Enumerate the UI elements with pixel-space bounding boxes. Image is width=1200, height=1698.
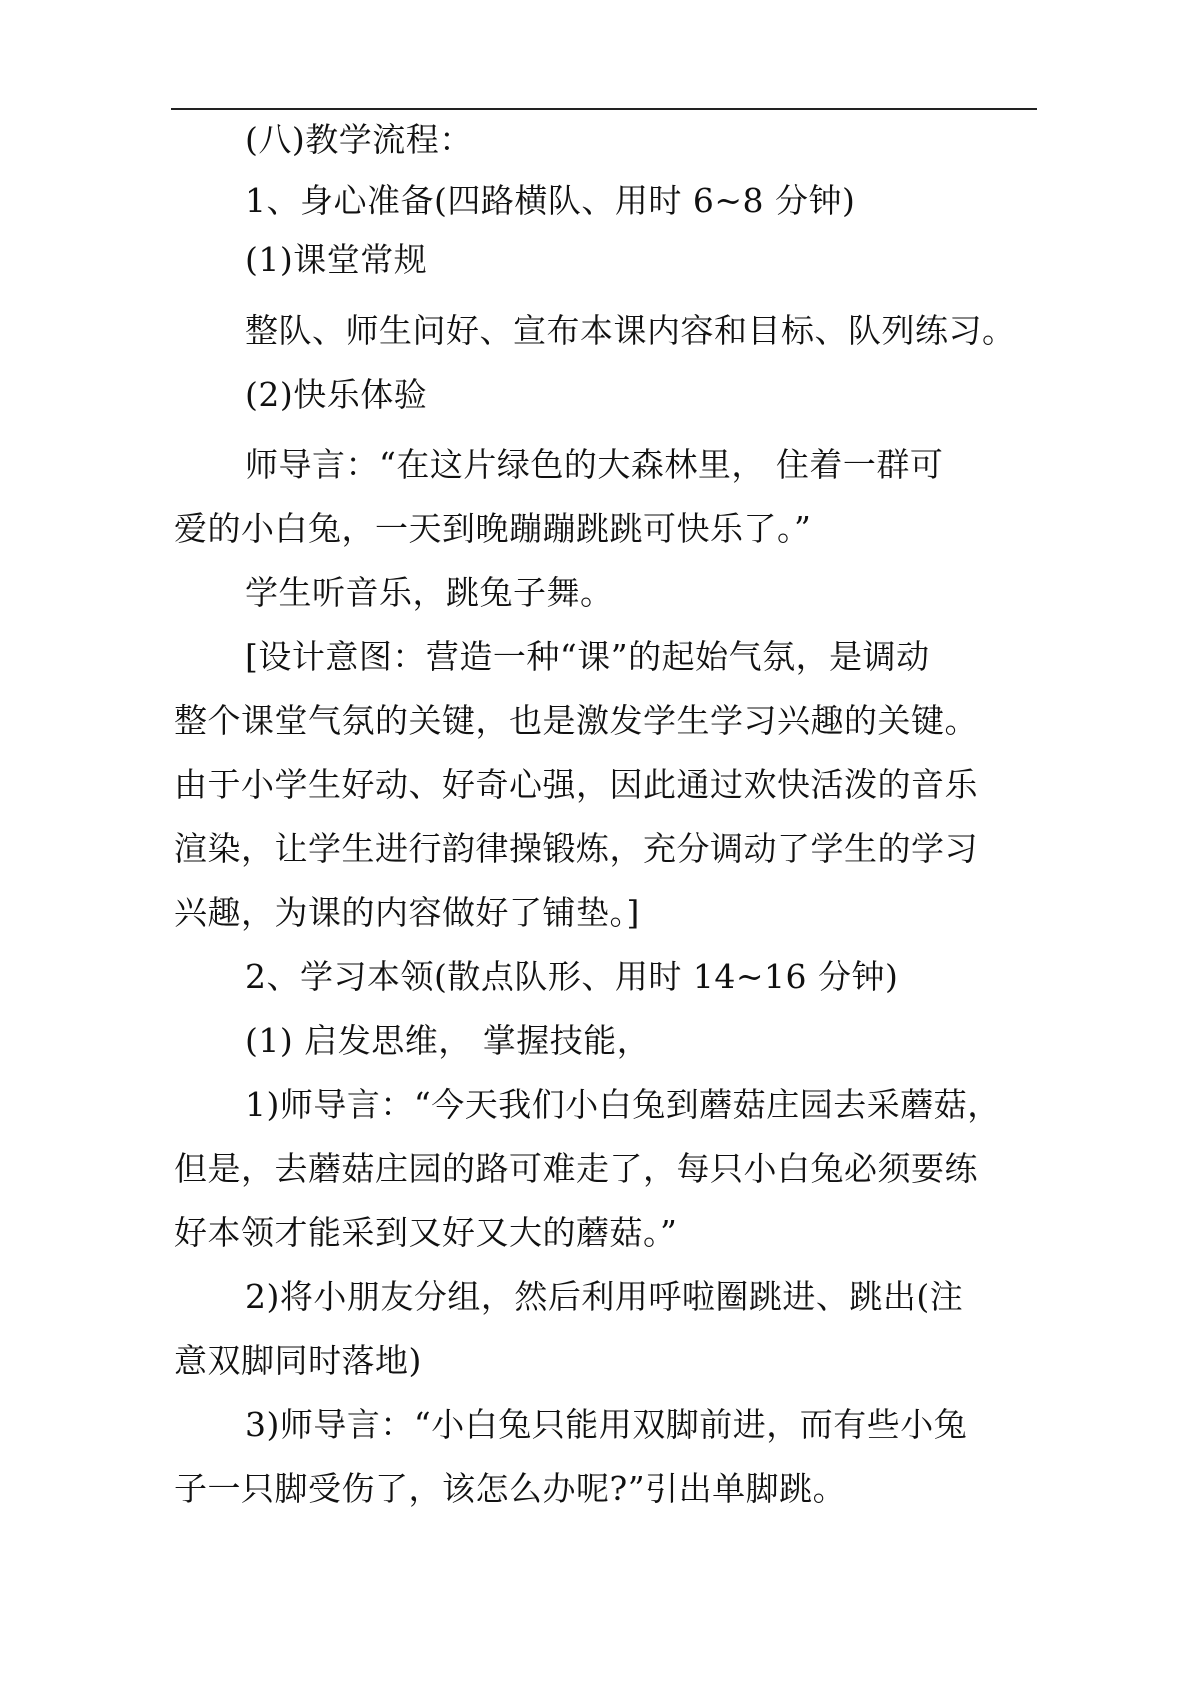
- step-heading-2: 2、学习本领(散点队形、用时 14~16 分钟): [245, 957, 899, 996]
- paragraph-line: 学生听音乐，跳兔子舞。: [245, 573, 614, 612]
- section-heading: (八)教学流程：: [245, 120, 473, 159]
- paragraph-line: 1)师导言：“今天我们小白兔到蘑菇庄园去采蘑菇，: [245, 1085, 1001, 1124]
- paragraph-line: 意双脚同时落地): [174, 1341, 422, 1380]
- paragraph-line: 整队、师生问好、宣布本课内容和目标、队列练习。: [245, 311, 1016, 350]
- paragraph-line: 兴趣，为课的内容做好了铺垫。]: [174, 893, 640, 932]
- paragraph-line: 整个课堂气氛的关键，也是激发学生学习兴趣的关键。: [174, 701, 978, 740]
- paragraph-line: 但是，去蘑菇庄园的路可难走了，每只小白兔必须要练: [174, 1149, 978, 1188]
- paragraph-line: [设计意图：营造一种“课”的起始气氛，是调动: [245, 637, 930, 676]
- step-heading-1: 1、身心准备(四路横队、用时 6~8 分钟): [245, 181, 856, 220]
- paragraph-line: 由于小学生好动、好奇心强，因此通过欢快活泼的音乐: [174, 765, 978, 804]
- subheading-routine: (1)课堂常规: [245, 240, 428, 279]
- paragraph-line: 爱的小白兔，一天到晚蹦蹦跳跳可快乐了。”: [174, 509, 812, 548]
- paragraph-line: 2)将小朋友分组，然后利用呼啦圈跳进、跳出(注: [245, 1277, 964, 1316]
- header-rule: [171, 108, 1037, 110]
- paragraph-line: 子一只脚受伤了，该怎么办呢?”引出单脚跳。: [174, 1469, 847, 1508]
- subheading-skills: (1) 启发思维， 掌握技能，: [245, 1021, 651, 1060]
- paragraph-line: 师导言：“在这片绿色的大森林里， 住着一群可: [245, 445, 944, 484]
- paragraph-line: 好本领才能采到又好又大的蘑菇。”: [174, 1213, 678, 1252]
- paragraph-line: 3)师导言：“小白兔只能用双脚前进，而有些小兔: [245, 1405, 968, 1444]
- paragraph-line: 渲染，让学生进行韵律操锻炼，充分调动了学生的学习: [174, 829, 978, 868]
- subheading-experience: (2)快乐体验: [245, 375, 428, 414]
